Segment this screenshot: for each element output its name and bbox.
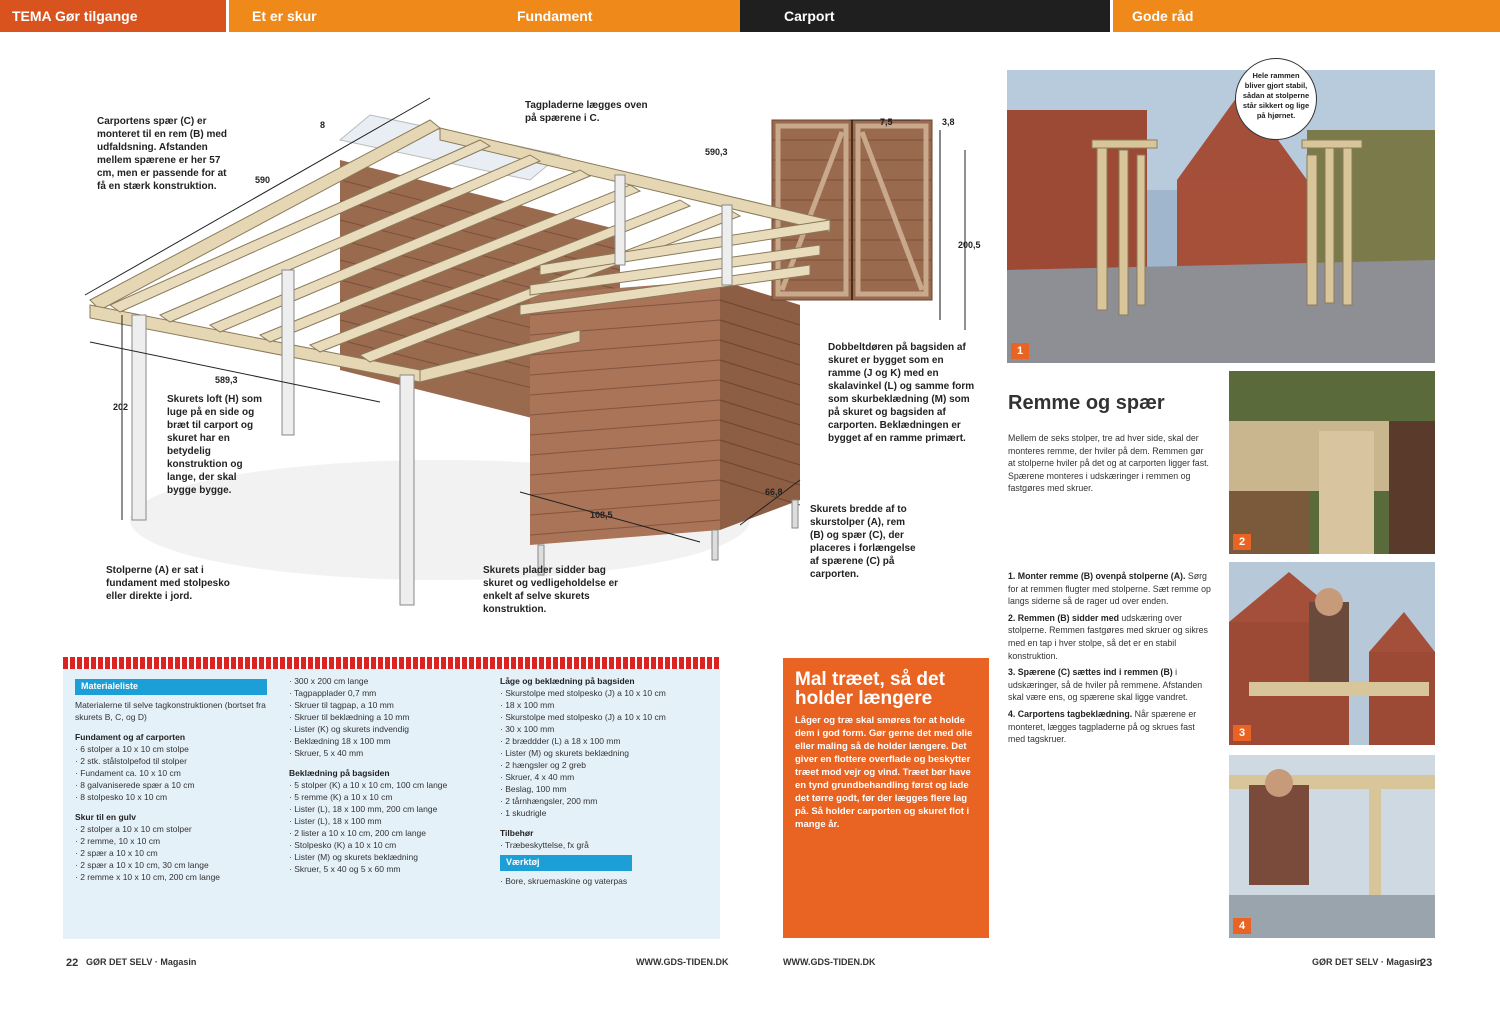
article-heading: Remme og spær <box>1008 392 1165 414</box>
dim-label: 202 <box>113 402 129 412</box>
materials-item: · Lister (M) og skurets beklædning <box>289 852 418 862</box>
materials-item: · Skruer, 5 x 40 og 5 x 60 mm <box>289 864 401 874</box>
materials-badge: Materialeliste <box>75 679 267 695</box>
materials-item: · Beklædning 18 x 100 mm <box>289 736 391 746</box>
dim-label: 3,8 <box>942 117 955 127</box>
page-number-right: 23 <box>1420 957 1433 969</box>
page-number-left: 22 <box>66 957 79 969</box>
materials-item: · 2 remme, 10 x 10 cm <box>75 836 161 846</box>
materials-heading: Skur til en gulv <box>75 812 136 822</box>
materials-item: · Skruer til tagpap, a 10 mm <box>289 700 394 710</box>
step-text: Når spærene er monteret, lægges tagpladerne på og skrues fast med tagskruer. <box>1008 708 1197 745</box>
dim-label: 8 <box>320 120 326 130</box>
materials-item: · Lister (L), 18 x 100 mm <box>289 816 382 826</box>
materials-item: · 18 x 100 mm <box>500 700 555 710</box>
step-text: udskæring over stolperne. Remmen fastgøres med skruer og sikres med en tap i hver stolpe, så det er en stabil konstruktion. <box>1008 612 1208 661</box>
dim-label: 589,3 <box>215 375 238 385</box>
materials-item: · 2 spær a 10 x 10 cm <box>75 848 158 858</box>
section-nav <box>0 0 1500 32</box>
nav-item-theme[interactable]: TEMA Gør tilgange <box>0 0 226 32</box>
photo-number: 3 <box>1233 725 1251 741</box>
materials-item: · Lister (M) og skurets beklædning <box>500 748 629 758</box>
nav-item-foundation[interactable]: Fundament <box>517 8 593 24</box>
materials-item: · 1 skudrigle <box>500 808 547 818</box>
materials-column-3 <box>500 675 710 887</box>
materials-item: · Bore, skruemaskine og vaterpas <box>500 876 628 886</box>
tip-title: Mal træet, så det holder længere <box>795 669 945 709</box>
diagram-callout: Tagpladerne lægges oven på spærene i C. <box>525 100 648 124</box>
footer-url-right[interactable]: WWW.GDS-TIDEN.DK <box>783 957 876 967</box>
materials-item: · 2 hængsler og 2 greb <box>500 760 586 770</box>
speech-bubble: Hele rammen bliver gjort stabil, sådan at stolperne står sikkert og lige på hjørnet. <box>1235 58 1317 140</box>
materials-item: · Stolpesko (K) a 10 x 10 cm <box>289 840 397 850</box>
step-text: Sørg for at remmen flugter med stolperne. Sæt remme op langs siderne så de rager ud over enden. <box>1008 571 1211 607</box>
tools-badge: Værktøj <box>500 855 632 871</box>
dim-label: 7,5 <box>880 117 893 127</box>
diagram-callout: Skurets loft (H) som luge på en side og bræt til carport og skuret har en betydelig konstruktion og lange, der skal bygge bygge. <box>167 394 263 496</box>
materials-item: · 5 remme (K) a 10 x 10 cm <box>289 792 393 802</box>
materials-item: · Skruer, 4 x 40 mm <box>500 772 575 782</box>
dim-label: 66,8 <box>765 487 783 497</box>
nav-divider <box>1110 0 1113 32</box>
dim-label: 590,3 <box>705 147 728 157</box>
photo-rafters <box>1229 755 1435 938</box>
materials-item: · 2 lister a 10 x 10 cm, 200 cm lange <box>289 828 427 838</box>
step-heading: 3. Spærene (C) sættes ind i remmen (B) <box>1008 667 1173 678</box>
materials-item: · 6 stolper a 10 x 10 cm stolpe <box>75 744 189 754</box>
article-intro: Mellem de seks stolper, tre ad hver side, skal der monteres remme, der hviler på dem. Remmen gør at stolperne hviler på det og at carporten ligger fast. Spærene monteres i udskæringer i remmen og fastgøres med skruer. <box>1008 433 1209 494</box>
nav-divider <box>226 0 229 32</box>
nav-item-tips[interactable]: Gode råd <box>1132 8 1194 24</box>
materials-item: · Træbeskyttelse, fx grå <box>500 840 589 850</box>
photo-carport-posts <box>1007 70 1435 363</box>
paint-tip-box <box>783 658 989 938</box>
diagram-callout: Stolperne (A) er sat i fundament med stolpesko eller direkte i jord. <box>106 565 230 602</box>
materials-heading: Beklædning på bagsiden <box>289 768 390 778</box>
materials-item: · 5 stolper (K) a 10 x 10 cm, 100 cm lange <box>289 780 448 790</box>
materials-item: · 2 stk. stålstolpefod til stolper <box>75 756 187 766</box>
materials-item: · 2 stolper a 10 x 10 cm stolper <box>75 824 192 834</box>
materials-item: · Lister (K) og skurets indvendig <box>289 724 409 734</box>
diagram-callout: Dobbeltdøren på bagsiden af skuret er bygget som en ramme (J og K) med en skalavinkel (L) og samme form som skurbeklædning (M) som på skuret og bagsiden af carporten. Beklædningen er bygget af en ramme primært. <box>828 342 975 444</box>
post-a2 <box>282 270 294 435</box>
materials-item: · 2 tårnhængsler, 200 mm <box>500 796 598 806</box>
photo-number: 1 <box>1011 343 1029 359</box>
zigzag-border <box>63 657 720 669</box>
materials-column-2 <box>289 675 489 875</box>
materials-item: · Skurstolpe med stolpesko (J) a 10 x 10 cm <box>500 712 666 722</box>
dim-label: 200,5 <box>958 240 981 250</box>
photo-beam-joint <box>1229 371 1435 554</box>
footer-url-left[interactable]: WWW.GDS-TIDEN.DK <box>636 957 729 967</box>
photo-number: 4 <box>1233 918 1251 934</box>
materials-heading: Låge og beklædning på bagsiden <box>500 676 635 686</box>
materials-item: · 2 bræddder (L) a 18 x 100 mm <box>500 736 621 746</box>
step-heading: 2. Remmen (B) sidder med <box>1008 612 1119 623</box>
footer-magazine-right: GØR DET SELV · Magasin <box>1312 957 1423 967</box>
diagram-callout: Skurets bredde af to skurstolper (A), rem (B) og spær (C), der placeres i forlængelse af spærene (C) på carporten. <box>810 504 916 580</box>
nav-item-shed[interactable]: Et er skur <box>252 8 317 24</box>
dim-label: 108,5 <box>590 510 613 520</box>
materials-column-1 <box>75 679 280 883</box>
materials-item: · Skurstolpe med stolpesko (J) a 10 x 10 cm <box>500 688 666 698</box>
tip-body: Låger og træ skal smøres for at holde dem i god form. Gør gerne det med olie eller maling så de holder længere. Det giver en flottere overflade og beskytter træet mod vejr og vind. Træet bør have en tynd grundbehandling først og lade det tørre godt, før der lægges flere lag på. Så holder carporten og skuret flot i mange år. <box>795 715 973 830</box>
materials-item: · 2 spær a 10 x 10 cm, 30 cm lange <box>75 860 209 870</box>
post-a1 <box>132 315 146 520</box>
materials-box <box>63 657 720 939</box>
materials-item: · Beslag, 100 mm <box>500 784 567 794</box>
step-heading: 1. Monter remme (B) ovenpå stolperne (A). <box>1008 571 1186 581</box>
materials-item: · Tagpapplader 0,7 mm <box>289 688 377 698</box>
materials-heading: Tilbehør <box>500 828 534 838</box>
photo-number: 2 <box>1233 534 1251 550</box>
materials-item: · Fundament ca. 10 x 10 cm <box>75 768 181 778</box>
post-a3 <box>400 375 414 605</box>
footer-magazine-left: GØR DET SELV · Magasin <box>86 957 197 967</box>
diagram-callout: Carportens spær (C) er monteret til en rem (B) med udfaldsning. Afstanden mellem spærene er her 57 cm, men er passende for at få en stærk konstruktion. <box>97 116 228 192</box>
materials-item: · 300 x 200 cm lange <box>289 676 369 686</box>
photo-mounting-beam <box>1229 562 1435 745</box>
materials-item: · 8 galvaniserede spær a 10 cm <box>75 780 195 790</box>
step-heading: 4. Carportens tagbeklædning. <box>1008 708 1133 719</box>
materials-item: · Skruer til beklædning a 10 mm <box>289 712 410 722</box>
dim-label: 590 <box>255 175 271 185</box>
diagram-callout: Skurets plader sidder bag skuret og vedligeholdelse er enkelt af selve skurets konstruktion. <box>483 565 619 615</box>
materials-item: · Skruer, 5 x 40 mm <box>289 748 364 758</box>
nav-item-carport[interactable]: Carport <box>740 0 1110 32</box>
materials-item: · 30 x 100 mm <box>500 724 555 734</box>
materials-heading: Fundament og af carporten <box>75 732 186 742</box>
materials-item: · 8 stolpesko 10 x 10 cm <box>75 792 168 802</box>
materials-item: · Lister (L), 18 x 100 mm, 200 cm lange <box>289 804 438 814</box>
materials-intro: Materialerne til selve tagkonstruktionen (bortset fra skurets B, C, og D) <box>75 700 266 722</box>
materials-item: · 2 remme x 10 x 10 cm, 200 cm lange <box>75 872 221 882</box>
article-steps <box>1008 570 1213 746</box>
step-text: i udskæringer, så de hviler på remmene. Afstanden skal være ens, og spærene skal ligge vandret. <box>1008 667 1203 703</box>
